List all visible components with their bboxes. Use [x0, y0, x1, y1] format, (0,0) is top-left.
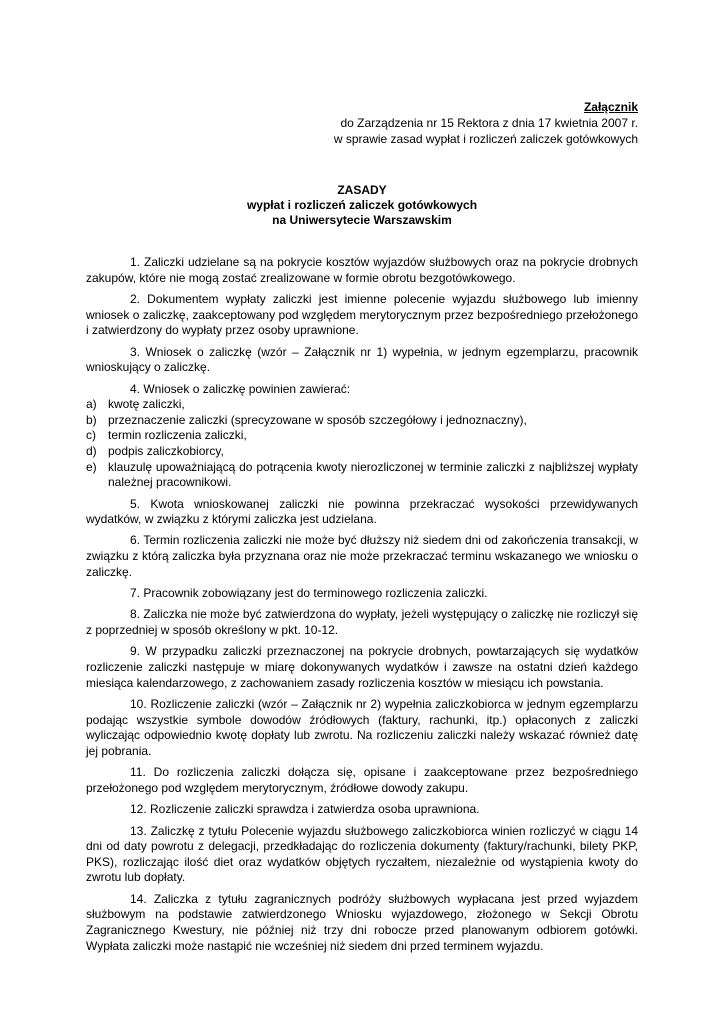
title-institution: na Uniwersytecie Warszawskim [272, 213, 452, 227]
title-subheading: wypłat i rozliczeń zaliczek gotówkowych [246, 198, 478, 212]
list-item-text: klauzulę upoważniającą do potrącenia kwoty nierozliczonej w terminie zaliczki z najbliższej wypłaty należnej pracownikowi. [108, 459, 638, 490]
list-item-text: podpis zaliczkobiorcy, [108, 443, 224, 458]
paragraph-11: 11. Do rozliczenia zaliczki dołącza się, opisane i zaakceptowane przez bezpośredniego przełożonego pod względem merytorycznym, źródłowe dowody zakupu. [86, 765, 638, 795]
annex-header [334, 99, 638, 147]
list-marker: a) [86, 397, 97, 412]
list-item-text: termin rozliczenia zaliczki, [108, 428, 247, 443]
list-item-text: przeznaczenie zaliczki (sprecyzowane w sposób szczegółowy i jednoznaczny), [108, 412, 527, 427]
list-item [86, 413, 638, 429]
paragraph-1: 1. Zaliczki udzielane są na pokrycie kosztów wyjazdów służbowych oraz na pokrycie drobnych zakupów, które nie mogą zostać zrealizowane w formie obrotu bezgotówkowego. [86, 255, 638, 285]
annex-reference: do Zarządzenia nr 15 Rektora z dnia 17 kwietnia 2007 r. [340, 116, 638, 130]
paragraph-2: 2. Dokumentem wypłaty zaliczki jest imienne polecenie wyjazdu służbowego lub imienny wniosek o zaliczkę, zaakceptowany pod względem merytorycznym przez bezpośredniego przełożonego i zatwierdzony do wypłaty przez osoby uprawnione. [86, 291, 638, 338]
annex-label: Załącznik [583, 100, 638, 114]
paragraph-3: 3. Wniosek o zaliczkę (wzór – Załącznik nr 1) wypełnia, w jednym egzemplarzu, pracownik wnioskujący o zaliczkę. [86, 344, 638, 375]
paragraph-6: 6. Termin rozliczenia zaliczki nie może być dłuższy niż siedem dni od zakończenia transakcji, w związku z którą zaliczka była przyznana oraz nie może przekraczać terminu wskazanego we wniosku o zaliczkę. [86, 533, 638, 579]
paragraph-7: 7. Pracownik zobowiązany jest do terminowego rozliczenia zaliczki. [130, 586, 488, 601]
list-marker: c) [86, 428, 96, 443]
paragraph-13: 13. Zaliczkę z tytułu Polecenie wyjazdu służbowego zaliczkobiorca winien rozliczyć w ciągu 14 dni od daty powrotu z delegacji, przedkładając do rozliczenia dokumenty (faktury/rachunki, bilety PKP, PKS), rozliczając ilość diet oraz wydatków objętych ryczałtem, niezależnie od wystąpienia kwoty do zwrotu lub dopłaty. [86, 823, 638, 885]
list-item [86, 444, 638, 460]
paragraph-14: 14. Zaliczka z tytułu zagranicznych podróży służbowych wypłacana jest przed wyjazdem służbowym na podstawie zatwierdzonego Wniosku wyjazdowego, złożonego w Sekcji Obrotu Zagranicznego Kwestury, nie później niż trzy dni robocze przed planowanym odbiorem gotówki. Wypłata zaliczki może nastąpić nie wcześniej niż siedem dni przed terminem wyjazdu. [86, 891, 638, 953]
title-heading: ZASADY [337, 183, 387, 197]
document-body [86, 255, 638, 960]
required-fields-list [86, 397, 638, 491]
annex-subject: w sprawie zasad wypłat i rozliczeń zaliczek gotówkowych [333, 132, 638, 146]
list-marker: d) [86, 443, 97, 458]
paragraph-10: 10. Rozliczenie zaliczki (wzór – Załącznik nr 2) wypełnia zaliczkobiorca w jednym egzemplarzu podając wszystkie symbole dowodów źródłowych (faktury, rachunki, itp.) opłaconych z zaliczki wyliczając odpowiednio kwotę dopłaty lub zwrotu. Na rozliczeniu zaliczki należy wskazać również datę jej pobrania. [86, 697, 638, 758]
paragraph-4: 4. Wniosek o zaliczkę powinien zawierać: [130, 381, 351, 396]
document-title [0, 183, 724, 228]
list-item [86, 460, 638, 491]
paragraph-5: 5. Kwota wnioskowanej zaliczki nie powinna przekraczać wysokości przewidywanych wydatków, w związku z którymi zaliczka jest udzielana. [86, 496, 638, 527]
paragraph-12: 12. Rozliczenie zaliczki sprawdza i zatwierdza osoba uprawniona. [130, 802, 480, 817]
paragraph-9: 9. W przypadku zaliczki przeznaczonej na pokrycie drobnych, powtarzających się wydatków rozliczenie zaliczki następuje w miarę dokonywanych wydatków i zawsze na ostatni dzień każdego miesiąca kalendarzowego, z zachowaniem zasady rozliczenia kosztów w miesiącu ich powstania. [86, 644, 638, 690]
list-item [86, 428, 638, 444]
list-item [86, 397, 638, 413]
list-item-text: kwotę zaliczki, [108, 397, 185, 412]
paragraph-8: 8. Zaliczka nie może być zatwierdzona do wypłaty, jeżeli występujący o zaliczkę nie rozliczył się z poprzedniej w sposób określony w pkt. 10-12. [86, 607, 638, 638]
list-marker: e) [86, 459, 97, 474]
list-marker: b) [86, 412, 97, 427]
